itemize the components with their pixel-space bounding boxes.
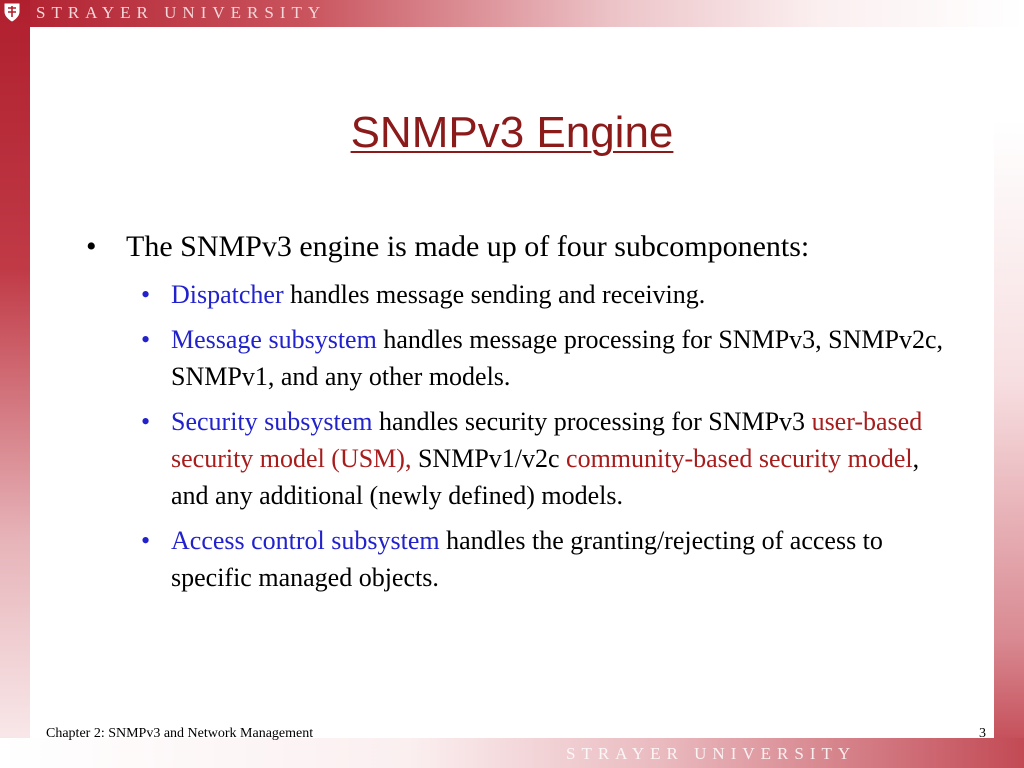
sub-bullet-access-control	[133, 522, 951, 596]
sub-bullet-text: handles the granting/rejecting of access to specific managed objects.	[171, 526, 883, 592]
sub-bullet-dispatcher	[133, 276, 951, 313]
main-bullet-text: The SNMPv3 engine is made up of four subcomponents:	[126, 230, 810, 263]
usm-highlight: user-based security model (USM),	[171, 407, 923, 473]
footer-chapter: Chapter 2: SNMPv3 and Network Management	[46, 726, 314, 741]
community-model-highlight: community-based security model	[566, 444, 913, 473]
right-band	[994, 120, 1024, 768]
term-access-control-subsystem: Access control subsystem	[171, 526, 440, 555]
page-number: 3	[979, 726, 986, 741]
bottom-band	[0, 738, 1024, 768]
bullet-dot: •	[86, 230, 97, 263]
sub-bullet-security-subsystem	[133, 403, 951, 514]
header-brand: STRAYER UNIVERSITY	[36, 3, 327, 22]
sub-bullet-text: handles message sending and receiving.	[283, 280, 706, 309]
sub-bullet-text: SNMPv1/v2c	[411, 444, 567, 473]
sub-bullet-message-subsystem	[133, 321, 951, 395]
sub-bullet-text: handles message processing for SNMPv3, SNMPv2c, SNMPv1, and any other models.	[171, 325, 944, 391]
term-security-subsystem: Security subsystem	[171, 407, 373, 436]
bullet-dot: •	[141, 280, 151, 309]
university-shield-icon	[4, 3, 20, 22]
bullet-dot: •	[141, 325, 151, 354]
bullet-dot: •	[141, 407, 151, 436]
slide-title	[0, 108, 1024, 158]
sub-bullet-text: , and any additional (newly defined) models.	[171, 444, 920, 510]
main-bullet	[86, 228, 946, 266]
slide-title-text: SNMPv3 Engine	[350, 108, 674, 157]
footer-brand: STRAYER UNIVERSITY	[566, 744, 857, 763]
term-message-subsystem: Message subsystem	[171, 325, 377, 354]
slide-body	[86, 228, 946, 604]
sub-bullet-text: handles security processing for SNMPv3	[372, 407, 812, 436]
term-dispatcher: Dispatcher	[171, 280, 284, 309]
bullet-dot: •	[141, 526, 151, 555]
